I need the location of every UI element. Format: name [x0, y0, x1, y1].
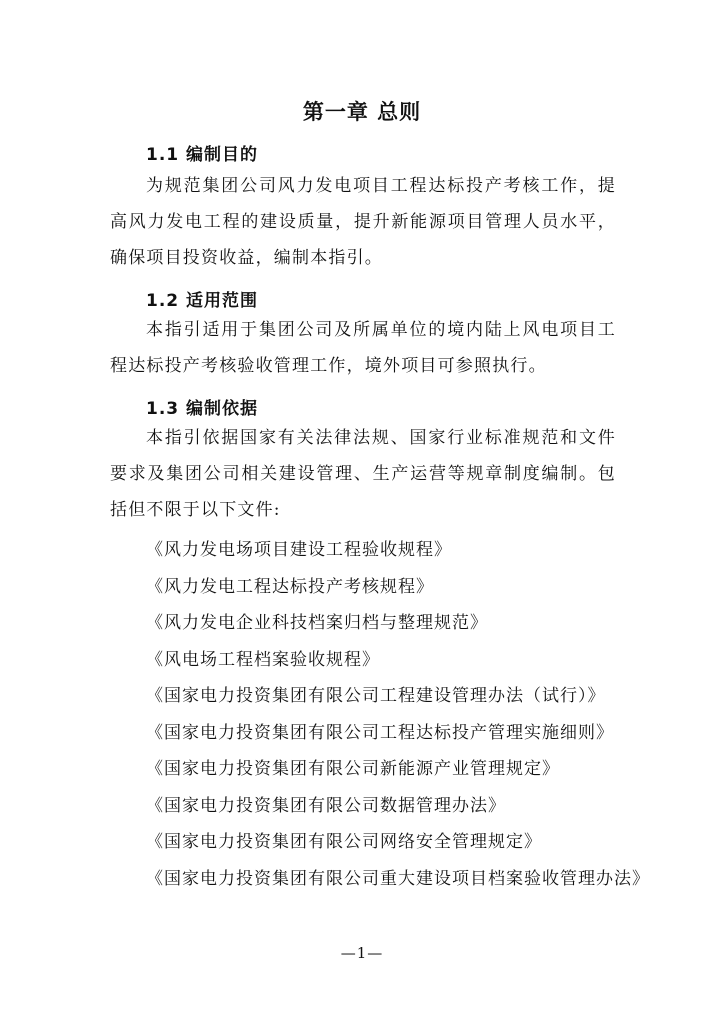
list-item: 《风力发电企业科技档案归档与整理规范》 — [146, 613, 488, 633]
reference-documents-list — [146, 532, 650, 897]
list-item: 《风力发电工程达标投产考核规程》 — [146, 576, 434, 597]
section-body-scope: 本指引适用于集团公司及所属单位的境内陆上风电项目工程达标投产考核验收管理工作，境外项目可参照执行。 — [110, 320, 616, 376]
list-item: 《国家电力投资集团有限公司数据管理办法》 — [146, 795, 506, 816]
section-heading-basis: 1.3 编制依据 — [146, 399, 259, 419]
list-item: 《国家电力投资集团有限公司重大建设项目档案验收管理办法》 — [146, 868, 650, 889]
section-heading-purpose: 1.1 编制目的 — [146, 145, 259, 165]
section-body-basis: 本指引依据国家有关法律法规、国家行业标准规范和文件要求及集团公司相关建设管理、生产运营等规章制度编制。包括但不限于以下文件: — [110, 428, 616, 520]
list-item: 《国家电力投资集团有限公司工程达标投产管理实施细则》 — [146, 722, 614, 743]
list-item: 《国家电力投资集团有限公司网络安全管理规定》 — [146, 832, 542, 852]
section-heading-scope: 1.2 适用范围 — [146, 291, 259, 311]
list-item: 《风电场工程档案验收规程》 — [146, 649, 380, 670]
list-item: 《国家电力投资集团有限公司新能源产业管理规定》 — [146, 759, 560, 779]
section-body-purpose: 为规范集团公司风力发电项目工程达标投产考核工作，提高风力发电工程的建设质量，提升新能源项目管理人员水平，确保项目投资收益，编制本指引。 — [110, 176, 616, 268]
chapter-title: 第一章 总则 — [302, 100, 422, 124]
page-number: —1— — [340, 944, 384, 962]
list-item: 《国家电力投资集团有限公司工程建设管理办法（试行）》 — [146, 686, 606, 706]
list-item: 《风力发电场项目建设工程验收规程》 — [146, 540, 452, 560]
